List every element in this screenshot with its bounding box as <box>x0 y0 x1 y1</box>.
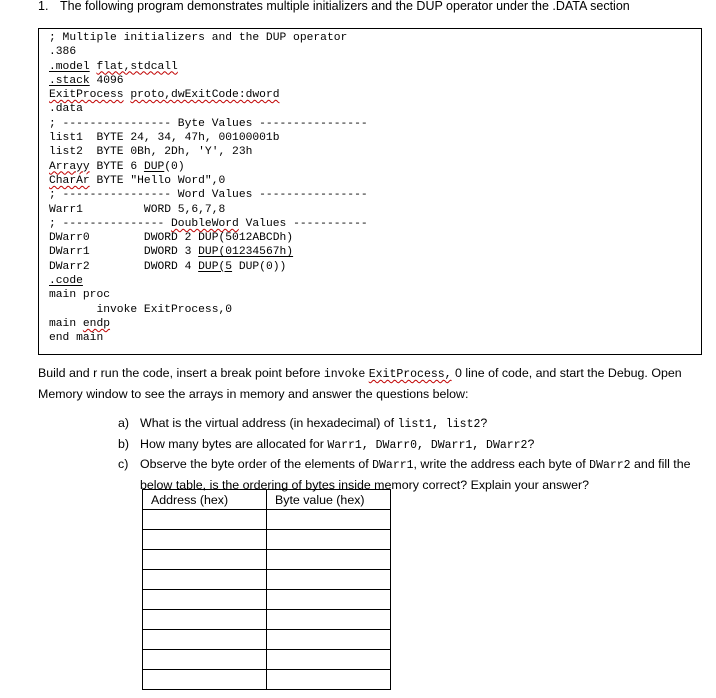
code-line: end main <box>49 332 104 345</box>
code-token: DUP(01234567h) <box>198 246 294 259</box>
code-token: (0) <box>164 160 185 173</box>
code-token: DWarr2 DWORD 4 <box>49 260 192 273</box>
code-token: main <box>49 317 77 330</box>
table-row <box>143 550 391 570</box>
address-cell[interactable] <box>143 510 267 530</box>
code-token: 4096 <box>96 74 124 87</box>
instructions-text: 0 line of code, and start the Debug. Open Memory window to see the arrays in memory and answer the questions below: <box>38 366 682 401</box>
address-byte-table <box>142 489 391 690</box>
byte-value-cell[interactable] <box>267 630 391 650</box>
code-line: .code <box>49 275 83 288</box>
code-token: proto,dwExitCode:dword <box>130 89 280 102</box>
question-text: Observe the byte order of the elements of <box>140 457 373 472</box>
code-listing <box>49 31 368 346</box>
question-number: 1. <box>38 0 49 13</box>
code-token: BYTE "Hello Word",0 <box>96 174 226 187</box>
address-cell[interactable] <box>143 650 267 670</box>
address-cell[interactable] <box>143 610 267 630</box>
code-line: Warr1 WORD 5,6,7,8 <box>49 203 226 216</box>
question-a <box>118 414 708 435</box>
code-line: ; Multiple initializers and the DUP operator <box>49 32 348 44</box>
address-cell[interactable] <box>143 530 267 550</box>
question-code: list1, list2 <box>397 418 481 431</box>
code-line: list2 BYTE 0Bh, 2Dh, 'Y', 23h <box>49 146 253 159</box>
code-token: DoubleWord <box>171 217 239 230</box>
table-row <box>143 670 391 690</box>
instructions-text: Build and r run the code, insert a break point before <box>38 366 324 380</box>
address-cell[interactable] <box>143 550 267 570</box>
address-cell[interactable] <box>143 590 267 610</box>
code-token: DUP(0)) <box>238 260 287 273</box>
question-marker: b) <box>118 436 130 451</box>
byte-value-cell[interactable] <box>267 550 391 570</box>
code-token: ; --------------- <box>49 217 165 230</box>
byte-value-cell[interactable] <box>267 610 391 630</box>
byte-value-cell[interactable] <box>267 510 391 530</box>
code-token: flat,stdcall <box>96 60 178 73</box>
question-text: ? <box>480 416 488 430</box>
code-line: invoke ExitProcess,0 <box>49 303 233 316</box>
code-token: ExitProcess <box>49 89 124 102</box>
byte-value-cell[interactable] <box>267 670 391 690</box>
question-code: Warr1, DWarr0, DWarr1, DWarr2 <box>327 438 528 452</box>
table-row <box>143 510 391 530</box>
code-token: Arrayy <box>49 160 90 173</box>
question-marker: a) <box>118 416 130 430</box>
code-token: endp <box>82 317 111 330</box>
question-text: ? <box>527 436 535 451</box>
code-token: CharAr <box>49 174 90 187</box>
question-text: What is the virtual address (in hexadecimal) of <box>140 416 398 430</box>
question-code: DWarr1 <box>372 459 414 473</box>
question-title: The following program demonstrates multiple initializers and the DUP operator under the .DATA section <box>60 0 630 13</box>
address-cell[interactable] <box>143 670 267 690</box>
question-text: and fill the below table, is the ordering of bytes inside memory correct? Explain your answer? <box>140 457 691 492</box>
question-b <box>118 435 708 456</box>
table-row <box>143 650 391 670</box>
code-token: .model <box>49 60 90 73</box>
code-line: .data <box>49 103 83 116</box>
column-header-byte-value: Byte value (hex) <box>267 490 391 510</box>
byte-value-cell[interactable] <box>267 590 391 610</box>
code-line: ; ---------------- Word Values ---------------- <box>49 189 368 202</box>
table-row <box>143 610 391 630</box>
code-line: ; ---------------- Byte Values ---------------- <box>49 117 368 130</box>
question-heading <box>38 0 630 13</box>
byte-value-cell[interactable] <box>267 570 391 590</box>
code-line: DWarr0 DWORD 2 DUP(5012ABCDh) <box>49 232 294 245</box>
table-row <box>143 630 391 650</box>
question-list <box>118 414 708 494</box>
table-header-row <box>143 490 391 510</box>
instructions-code: ExitProcess, <box>368 368 452 381</box>
byte-value-cell[interactable] <box>267 650 391 670</box>
code-token: DWarr1 DWORD 3 <box>49 246 192 259</box>
instructions-code: invoke <box>323 368 366 381</box>
column-header-address: Address (hex) <box>143 490 267 510</box>
code-token: DUP <box>143 160 165 173</box>
question-code: DWarr2 <box>589 459 631 473</box>
address-cell[interactable] <box>143 570 267 590</box>
table-row <box>143 530 391 550</box>
question-text: How many bytes are allocated for <box>140 436 328 451</box>
address-cell[interactable] <box>143 630 267 650</box>
code-line: list1 BYTE 24, 34, 47h, 00100001b <box>49 132 280 145</box>
code-token: DUP(5 <box>198 260 233 273</box>
code-token: BYTE 6 <box>96 160 138 173</box>
code-line: main proc <box>49 289 111 302</box>
table-row <box>143 570 391 590</box>
code-token: Values ----------- <box>245 217 368 230</box>
code-token: .stack <box>49 74 90 87</box>
instructions-paragraph <box>38 364 708 403</box>
code-line: .386 <box>49 46 77 59</box>
byte-value-cell[interactable] <box>267 530 391 550</box>
question-marker: c) <box>118 457 129 472</box>
code-box <box>38 28 702 355</box>
question-text: , write the address each byte of <box>413 457 590 472</box>
table-row <box>143 590 391 610</box>
